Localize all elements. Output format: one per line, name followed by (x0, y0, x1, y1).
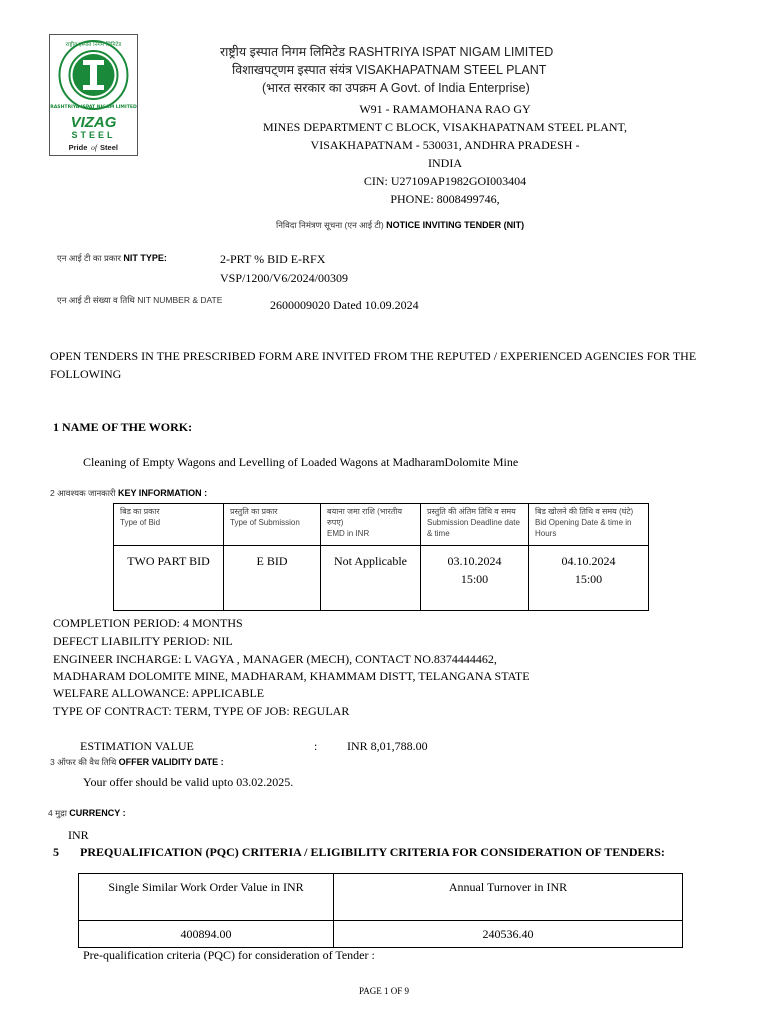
govt-hindi: (भारत सरकार का उपक्रम (262, 81, 377, 95)
pqc-turnover-value: 240536.40 (334, 921, 683, 948)
govt-text: A Govt. of India Enterprise) (379, 81, 530, 95)
cin-line: CIN: U27109AP1982GOI003404 (363, 174, 527, 188)
contract-type: TYPE OF CONTRACT: TERM, TYPE OF JOB: REGULAR (53, 704, 350, 718)
key-info-heading-text: KEY INFORMATION : (117, 488, 208, 498)
col-opening-label: Bid Opening Date & time in Hours (535, 518, 632, 538)
vizag-steel-logo (49, 34, 138, 156)
col-deadline-hindi: प्रस्तुति की अंतिम तिथि व समय (427, 507, 516, 516)
col-bid-type-label: Type of Bid (120, 518, 161, 527)
address-line-4: INDIA (428, 156, 462, 170)
pqc-work-order-value: 400894.00 (79, 921, 334, 948)
currency-heading (48, 808, 126, 819)
validity-heading-text: OFFER VALIDITY DATE : (118, 757, 224, 767)
estimation-colon: : (314, 739, 318, 753)
deadline-date: 03.10.2024 (447, 554, 502, 568)
address-line-2: MINES DEPARTMENT C BLOCK, VISAKHAPATNAM STEEL PLANT, (263, 120, 627, 134)
engineer-incharge: ENGINEER INCHARGE: L VAGYA , MANAGER (MECH), CONTACT NO.8374444462, (53, 652, 497, 666)
nit-number-value: 2600009020 Dated 10.09.2024 (270, 298, 419, 312)
plant-name: VISAKHAPATNAM STEEL PLANT (355, 63, 547, 77)
notice-title-text: NOTICE INVITING TENDER (NIT) (386, 220, 525, 230)
key-info-number: 2 (50, 488, 55, 498)
key-info-heading (50, 488, 207, 499)
pqc-heading: PREQUALIFICATION (PQC) CRITERIA / ELIGIBILITY CRITERIA FOR CONSIDERATION OF TENDERS: (80, 845, 665, 859)
nit-type-value: 2-PRT % BID E-RFX (220, 252, 326, 266)
engineer-location: MADHARAM DOLOMITE MINE, MADHARAM, KHAMMAM DISTT, TELANGANA STATE (53, 669, 530, 683)
col-bid-type-hindi: बिड का प्रकार (120, 507, 160, 516)
opening-time: 15:00 (574, 572, 603, 586)
plant-name-hindi: विशाखपट्णम इस्पात संयंत्र (232, 63, 353, 77)
key-info-heading-hindi: आवश्यक जानकारी (57, 488, 116, 498)
plant-name-line (232, 61, 546, 78)
nit-type-label-text: NIT TYPE: (123, 253, 167, 263)
estimation-value: INR 8,01,788.00 (347, 739, 428, 753)
currency-number: 4 (48, 808, 53, 818)
deadline-time: 15:00 (460, 572, 489, 586)
col-opening-hindi: बिड खोलने की तिथि व समय (घंटे) (535, 507, 634, 516)
col-submission-label: Type of Submission (230, 518, 300, 527)
logo-brand: VIZAG (70, 114, 117, 131)
work-heading: 1 NAME OF THE WORK: (53, 420, 193, 434)
validity-heading (50, 757, 224, 768)
address-line-1: W91 - RAMAMOHANA RAO GY (359, 102, 531, 116)
currency-heading-text: CURRENCY : (69, 808, 126, 818)
logo-tagline-pre: Pride (68, 143, 88, 152)
currency-value: INR (68, 828, 89, 842)
deadline-value (421, 546, 529, 611)
validity-heading-hindi: ऑफर की वैध तिथि (57, 757, 117, 767)
defect-liability: DEFECT LIABILITY PERIOD: NIL (53, 634, 233, 648)
pqc-col-work-order: Single Similar Work Order Value in INR (79, 874, 334, 921)
company-name-hindi: राष्ट्रीय इस्पात निगम लिमिटेड (220, 45, 346, 59)
key-info-value-row (114, 546, 649, 611)
work-description: Cleaning of Empty Wagons and Levelling of Loaded Wagons at MadharamDolomite Mine (83, 455, 519, 469)
nit-number-label-text: NIT NUMBER & DATE (137, 295, 223, 305)
nit-reference: VSP/1200/V6/2024/00309 (220, 271, 349, 285)
vizag-steel-emblem-icon (50, 35, 137, 155)
phone-line: PHONE: 8008499746, (390, 192, 500, 206)
col-submission-hindi: प्रस्तुति का प्रकार (230, 507, 278, 516)
logo-ring-bottom: RASHTRIYA ISPAT NIGAM LIMITED (50, 105, 137, 110)
logo-tagline-of: of (91, 143, 97, 152)
pqc-header-row (79, 874, 683, 921)
col-deadline-label: Submission Deadline date & time (427, 518, 520, 538)
bid-type-value: TWO PART BID (114, 546, 224, 611)
nit-type-label (57, 253, 167, 264)
key-info-header-cell (224, 504, 321, 546)
pqc-note: Pre-qualification criteria (PQC) for consideration of Tender : (83, 948, 375, 962)
welfare-allowance: WELFARE ALLOWANCE: APPLICABLE (53, 686, 265, 700)
key-info-header-row (114, 504, 649, 546)
intro-line-1: OPEN TENDERS IN THE PRESCRIBED FORM ARE INVITED FROM THE REPUTED / EXPERIENCED AGENCIES FOR THE (50, 349, 697, 363)
pqc-table (78, 873, 683, 948)
opening-date: 04.10.2024 (561, 554, 616, 568)
company-name-line (220, 43, 553, 60)
notice-title (276, 220, 524, 231)
key-info-table (113, 503, 649, 611)
col-emd-hindi: बयाना जमा राशि (भारतीय रुपए) (327, 507, 403, 527)
company-name: RASHTRIYA ISPAT NIGAM LIMITED (348, 45, 554, 59)
nit-number-hindi: एन आई टी संख्या व तिथि (57, 295, 135, 305)
address-line-3: VISAKHAPATNAM - 530031, ANDHRA PRADESH - (310, 138, 580, 152)
col-emd-label: EMD in INR (327, 529, 370, 538)
completion-period: COMPLETION PERIOD: 4 MONTHS (53, 616, 243, 630)
nit-number-label (57, 295, 222, 306)
key-info-header-cell (114, 504, 224, 546)
validity-number: 3 (50, 757, 55, 767)
intro-line-2: FOLLOWING (50, 367, 122, 381)
estimation-label: ESTIMATION VALUE (80, 739, 194, 753)
nit-type-hindi: एन आई टी का प्रकार (57, 253, 121, 263)
logo-ring-top: राष्ट्रीय इस्पात निगम लिमिटेड (65, 42, 122, 48)
key-info-header-cell (529, 504, 649, 546)
key-info-header-cell (321, 504, 421, 546)
currency-heading-hindi: मुद्रा (55, 808, 67, 818)
page-number: PAGE 1 OF 9 (359, 986, 409, 996)
key-info-header-cell (421, 504, 529, 546)
opening-value (529, 546, 649, 611)
emd-value: Not Applicable (321, 546, 421, 611)
notice-title-hindi: निविदा निमंत्रण सूचना (एन आई टी) (276, 220, 384, 230)
govt-line (262, 79, 530, 96)
submission-type-value: E BID (224, 546, 321, 611)
logo-tagline-post: Steel (100, 143, 118, 152)
pqc-col-turnover: Annual Turnover in INR (334, 874, 683, 921)
pqc-number: 5 (53, 845, 59, 859)
logo-brand-sub: STEEL (71, 130, 116, 140)
validity-text: Your offer should be valid upto 03.02.2025. (83, 775, 294, 789)
pqc-value-row (79, 921, 683, 948)
